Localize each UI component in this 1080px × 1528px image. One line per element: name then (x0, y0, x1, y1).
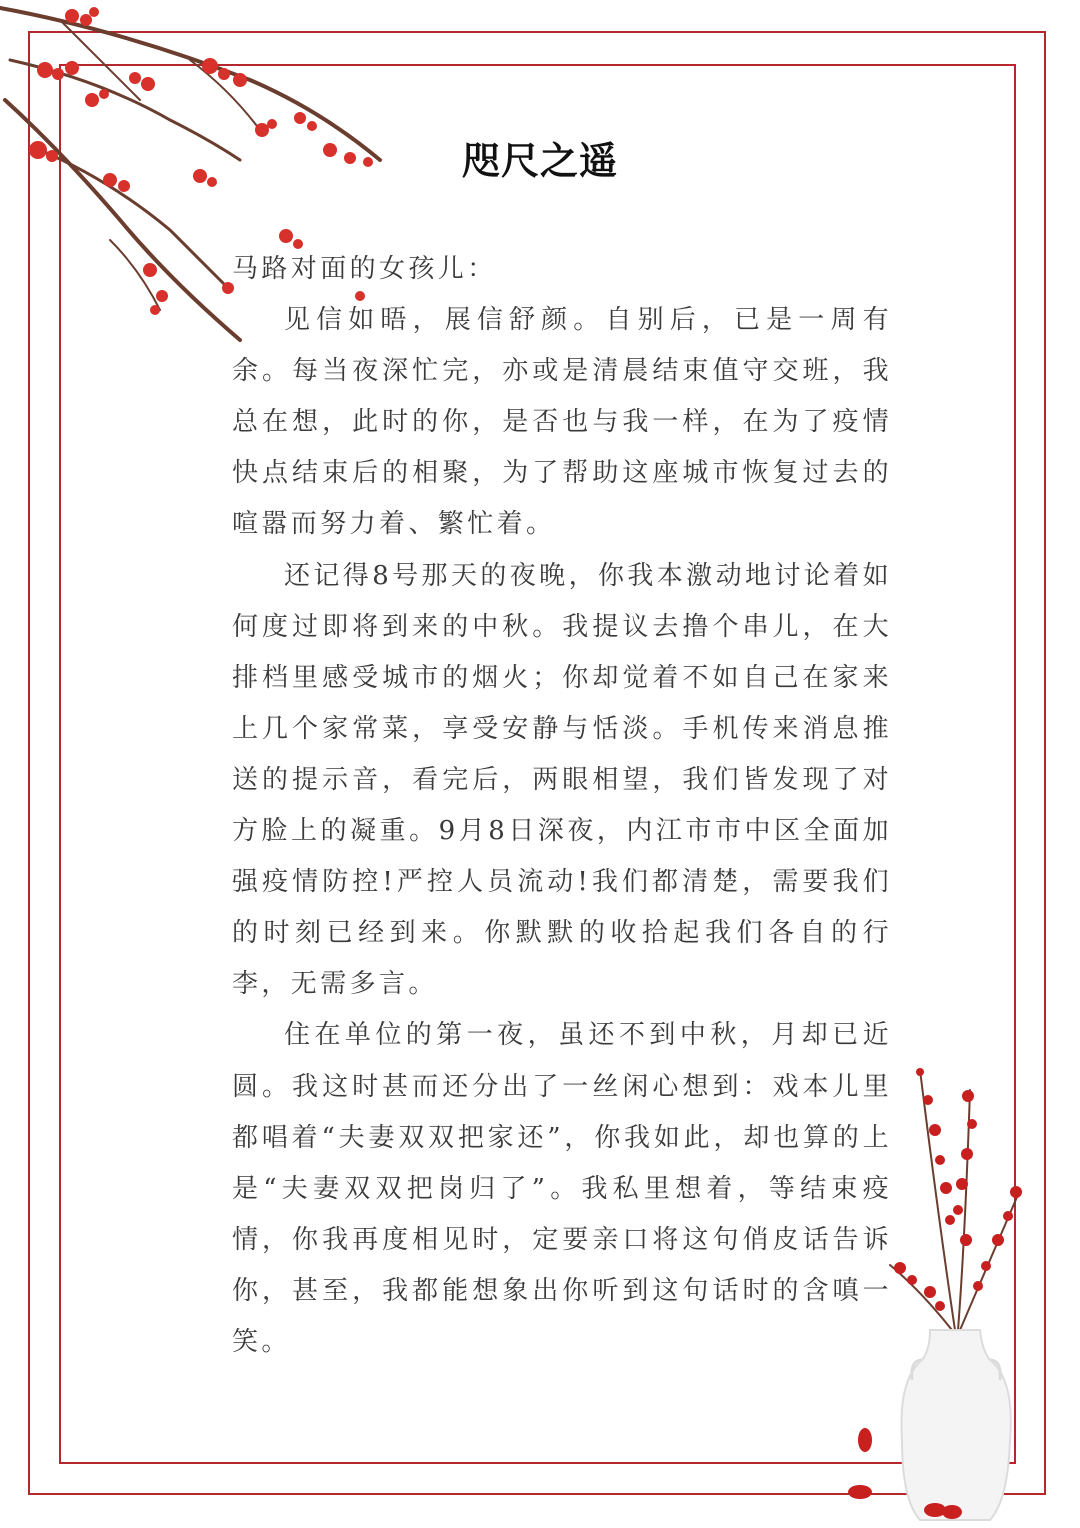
letter-body (232, 244, 892, 1368)
paragraph-3: 住在单位的第一夜，虽还不到中秋，月却已近圆。我这时甚而还分出了一丝闲心想到：戏本儿里都唱着“夫妻双双把家还”，你我如此，却也算的上是“夫妻双双把岗归了”。我私里想着，等结束疫情，你我再度相见时，定要亲口将这句俏皮话告诉你，甚至，我都能想象出你听到这句话时的含嗔一笑。 (232, 1020, 892, 1357)
letter-title: 咫尺之遥 (461, 138, 618, 183)
paragraph-1: 见信如晤，展信舒颜。自别后，已是一周有余。每当夜深忙完，亦或是清晨结束值守交班，我总在想，此时的你，是否也与我一样，在为了疫情快点结束后的相聚，为了帮助这座城市恢复过去的喧嚣而努力着、繁忙着。 (232, 305, 892, 540)
paragraph-2: 还记得8号那天的夜晚，你我本激动地讨论着如何度过即将到来的中秋。我提议去撸个串儿，在大排档里感受城市的烟火；你却觉着不如自己在家来上几个家常菜，享受安静与恬淡。手机传来消息推送的提示音，看完后，两眼相望，我们皆发现了对方脸上的凝重。9月8日深夜，内江市市中区全面加强疫情防控!严控人员流动!我们都清楚，需要我们的时刻已经到来。你默默的收拾起我们各自的行李，无需多言。 (232, 560, 892, 1000)
salutation: 马路对面的女孩儿： (232, 254, 497, 284)
